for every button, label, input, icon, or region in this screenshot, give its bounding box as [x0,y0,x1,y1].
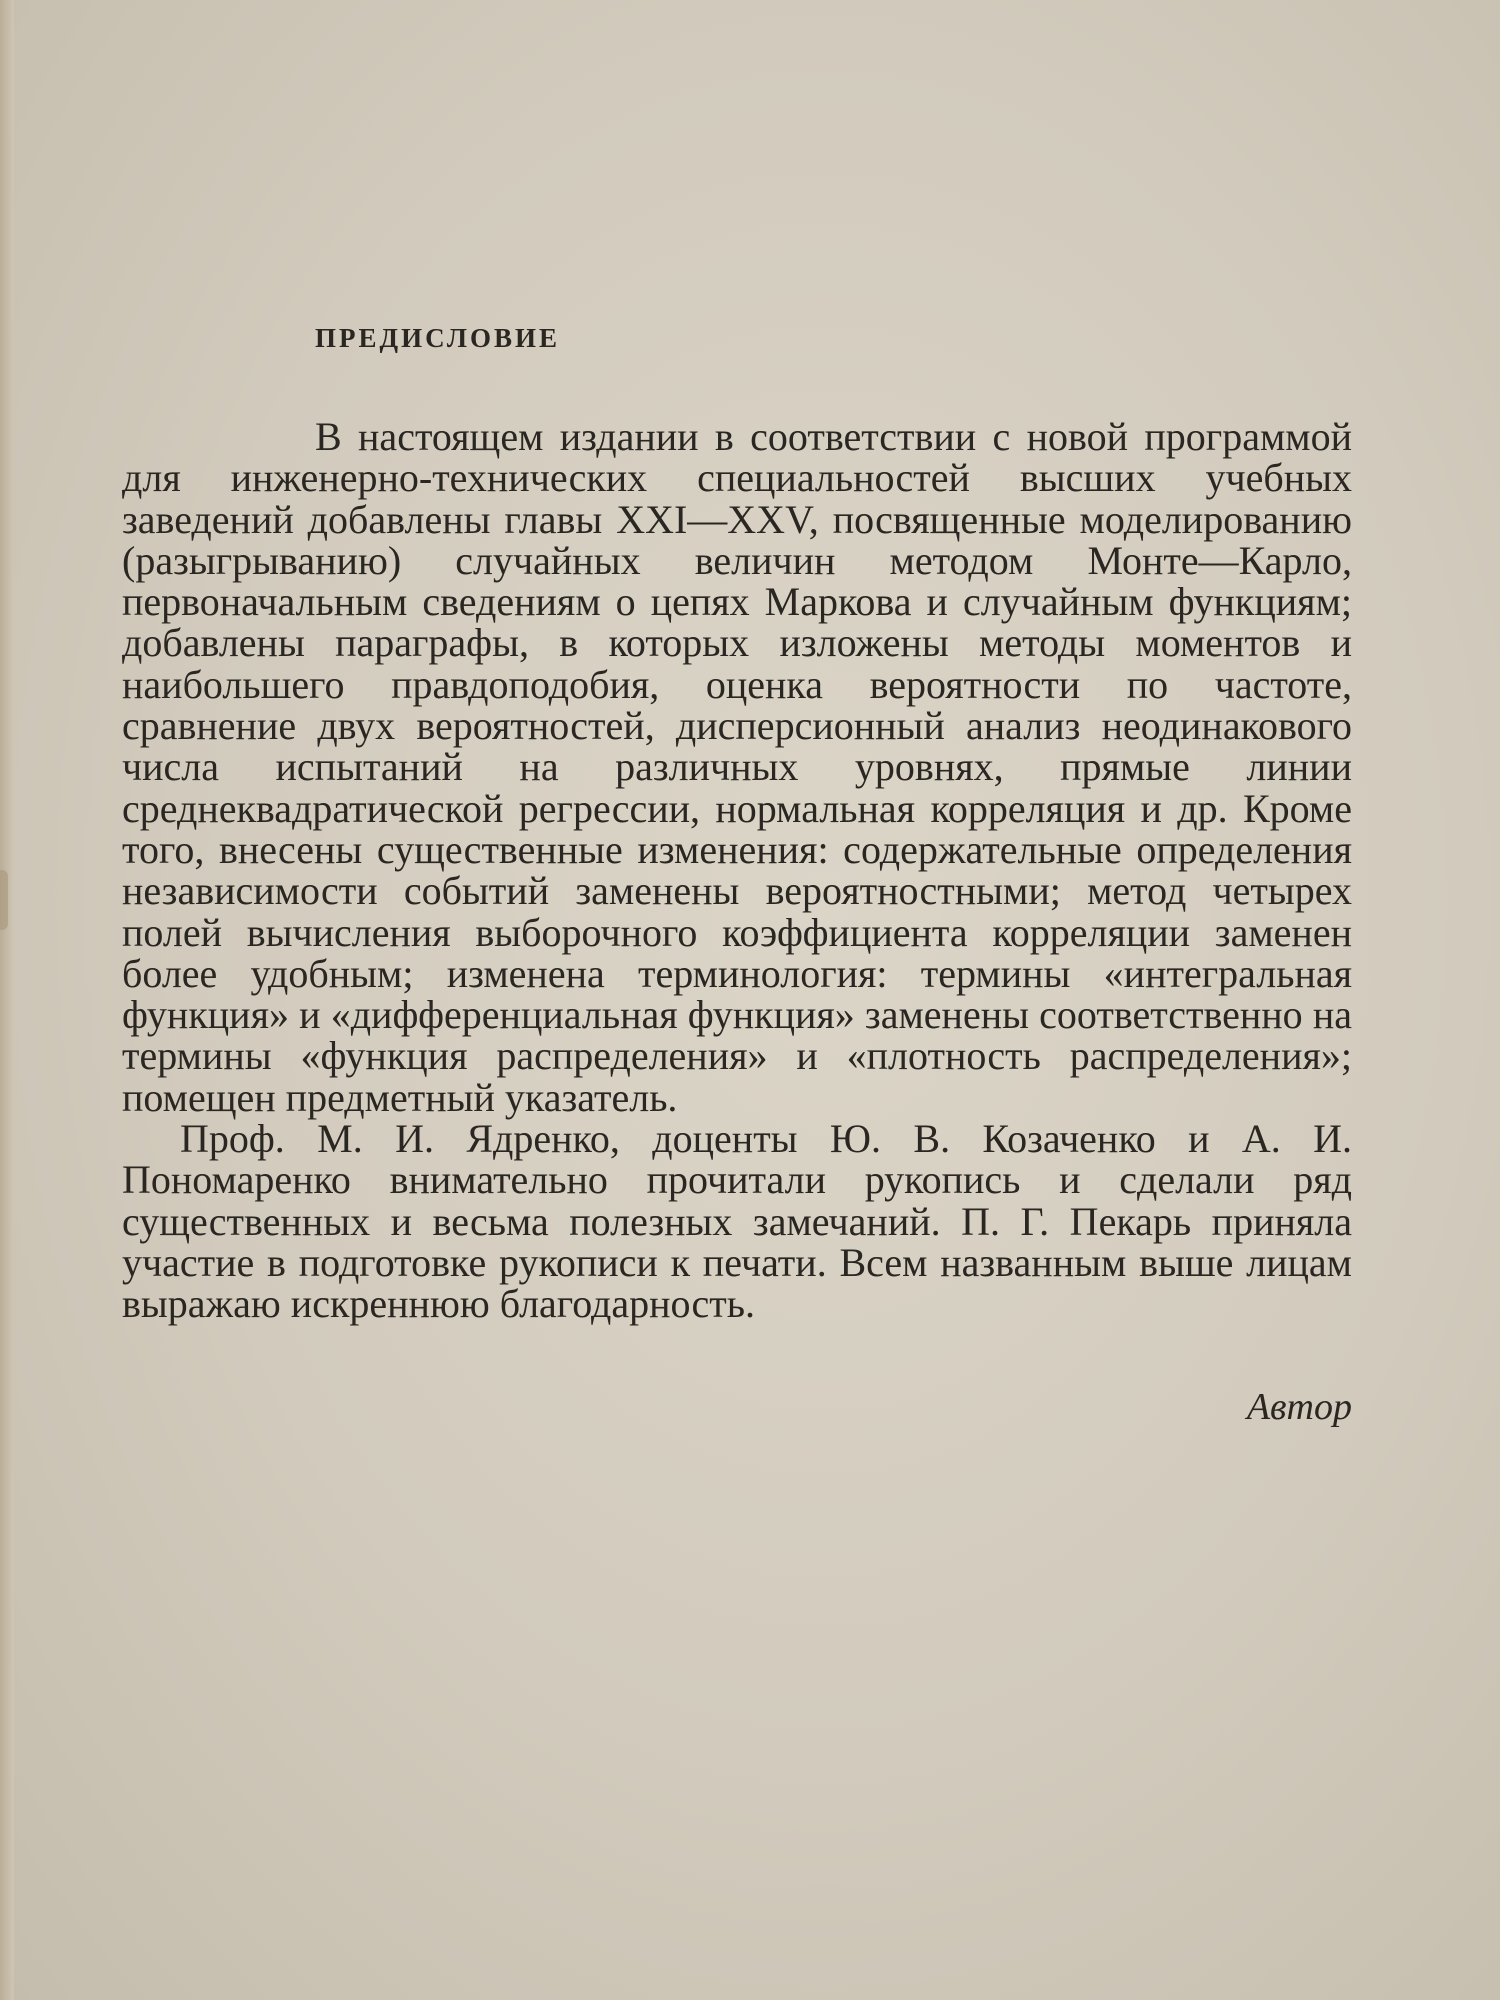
preface-heading: ПРЕДИСЛОВИЕ [315,323,561,353]
preface-paragraph-1: В настоящем издании в соответствии с новой программой для инженерно-технических специальностей высших учебных заведений добавлены главы XXI—XXV, посвященные моделированию (разыгрыванию) случайных величин методом Монте—Карло, первоначальным сведениям о цепях Маркова и случайным функциям; добавлены параграфы, в которых изложены методы моментов и наибольшего правдоподобия, оценка вероятности по частоте, сравнение двух вероятностей, дисперсионный анализ неодинакового числа испытаний на различных уровнях, прямые линии среднеквадратической регрессии, нормальная корреляция и др. Кроме того, внесены существенные изменения: содержательные определения независимости событий заменены вероятностными; метод четырех полей вычисления выборочного коэффициента корреляции заменен более удобным; изменена терминология: термины «интегральная функция» и «дифференциальная функция» заменены соответственно на термины «функция распределения» и «плотность распределения»; помещен предметный указатель. [122,414,1352,1120]
preface-text-block [122,318,1352,1429]
preface-paragraph-2: Проф. М. И. Ядренко, доценты Ю. В. Козаченко и А. И. Пономаренко внимательно прочитали рукопись и сделали ряд существенных и весьма полезных замечаний. П. Г. Пекарь приняла участие в подготовке рукописи к печати. Всем названным выше лицам выражаю искреннюю благодарность. [122,1116,1352,1327]
author-signature: Автор [1246,1385,1352,1428]
page-edge [0,0,14,2000]
paper-stain [0,870,8,930]
